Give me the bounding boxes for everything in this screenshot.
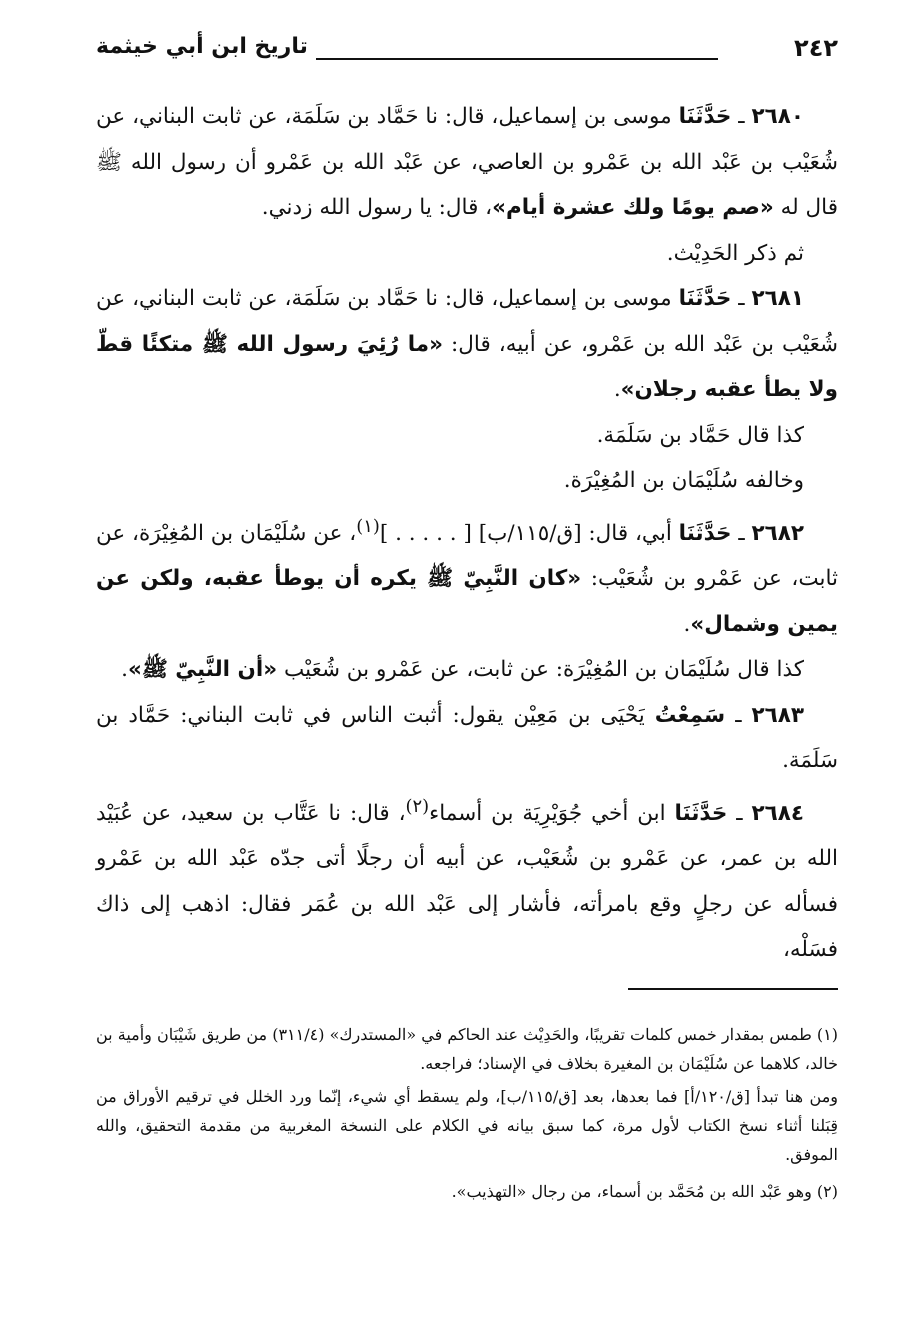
followup-note <box>96 231 838 277</box>
isnad-text: موسى بن إسماعيل، قال: نا حَمَّاد بن سَلَمَة، عن ثابت البناني، عن شُعَيْب بن عَبْد الله بن عَمْرو بن العاصي، عن عَبْد الله بن عَمْرو أن رسول الله ﷺ قال له <box>96 104 838 220</box>
footnote-ref: (١) <box>356 515 380 537</box>
hadith-quote: «ما رُئِيَ رسول الله ﷺ متكئًا قطّ ولا يطأ عقبه رجلان» <box>96 331 838 402</box>
isnad-text-cont: ، عن سُلَيْمَان بن المُغِيْرَة، عن ثابت، عن عَمْرو بن شُعَيْب: <box>96 520 838 592</box>
footnote-1-continued: ومن هنا تبدأ [ق/١٢٠/أ] فما بعدها، بعد [ق/١١٥/ب]، ولم يسقط أي شيء، إنّما ورد الخلل في ترقيم الأوراق من قِبَلنا أثناء نسخ الكتاب لأول مرة، كما سبق بيانه في الكلام على النسخة المغربية من مقدمة التحقيق، والله الموفق. <box>96 1087 838 1164</box>
note-text: وخالفه سُلَيْمَان بن المُغِيْرَة. <box>563 468 804 493</box>
footnote-2: (٢) وهو عَبْد الله بن مُحَمَّد بن أسماء، من رجال «التهذيب». <box>451 1182 838 1201</box>
footnote-1: (١) طمس بمقدار خمس كلمات تقريبًا، والحَدِيْث عند الحاكم في «المستدرك» (٣١١/٤) من طريق شَيْبَان وأمية بن خالد، كلاهما عن سُلَيْمَان بن المغيرة بخلاف في الإسناد؛ فراجعه. <box>96 1025 839 1073</box>
trailing-text: . <box>613 377 621 402</box>
isnad-text-cont: ، قال: نا عَتَّاب بن سعيد، عن عُبَيْد الله بن عمر، عن عَمْرو بن شُعَيْب، عن أبيه أن رجلًا أتى جدّه عَبْد الله بن عَمْرو فسأله عن رجلٍ وقع بامرأته، فأشار إلى عَبْد الله بن عُمَر فقال: اذهب إلى ذاك فسَلْه، <box>96 800 838 963</box>
hadith-number: ٢٦٨٤ <box>751 800 805 826</box>
narration-tag: سَمِعْتُ <box>654 702 726 728</box>
narration-tag: حَدَّثَنَا <box>678 286 732 311</box>
isnad-text: يَحْيَى بن مَعِيْن يقول: أثبت الناس في ثابت البناني: حَمَّاد بن سَلَمَة. <box>96 702 838 774</box>
page-number: ٢٤٢ <box>794 34 838 62</box>
isnad-text: أبي، قال: [ق/١١٥/ب] [ . . . . . ] <box>379 520 672 546</box>
trailing-text: . <box>121 657 128 683</box>
hadith-2680: ٢٦٨٠ ـ حَدَّثَنَا موسى بن إسماعيل، قال: نا حَمَّاد بن سَلَمَة، عن ثابت البناني، عن شُعَيْب بن عَبْد الله بن عَمْرو بن العاصي، عن عَبْد الله بن عَمْرو أن رسول الله ﷺ قال له «صم يومًا ولك عشرة أيام»، قال: يا رسول الله زدني. <box>96 104 838 220</box>
note-line <box>96 647 838 693</box>
main-text <box>96 94 838 973</box>
hadith-2684: ٢٦٨٤ ـ حَدَّثَنَا ابن أخي جُوَيْرِيَة بن أسماء$^{(٢)}$، قال: نا عَتَّاب بن سعيد، عن عُبَيْد الله بن عمر، عن عَمْرو بن شُعَيْب، عن أبيه أن رجلًا أتى جدّه عَبْد الله بن عَمْرو فسأله عن رجلٍ وقع بامرأته، فأشار إلى عَبْد الله بن عُمَر فقال: اذهب إلى ذاك فسَلْه، <box>96 795 838 963</box>
hadith-2681: ٢٦٨١ ـ حَدَّثَنَا موسى بن إسماعيل، قال: نا حَمَّاد بن سَلَمَة، عن ثابت البناني، عن شُعَيْب بن عَبْد الله بن عَمْرو، عن أبيه، قال: «ما رُئِيَ رسول الله ﷺ متكئًا قطّ ولا يطأ عقبه رجلان». <box>96 286 839 402</box>
footnote-separator <box>628 988 838 990</box>
hadith-2683: ٢٦٨٣ ـ سَمِعْتُ يَحْيَى بن مَعِيْن يقول: أثبت الناس في ثابت البناني: حَمَّاد بن سَلَمَة. <box>96 702 838 774</box>
note-line <box>96 458 838 504</box>
hadith-quote: «كان النَّبِيّ ﷺ يكره أن يوطأ عقبه، ولكن عن يمين وشمال» <box>96 566 838 637</box>
note-text: كذا قال حَمَّاد بن سَلَمَة. <box>596 422 804 448</box>
footnotes <box>96 1020 838 1214</box>
followup-text: ثم ذكر الحَدِيْث. <box>666 240 804 266</box>
header-rule <box>316 58 718 60</box>
trailing-text: . <box>683 611 691 637</box>
hadith-number: ٢٦٨٣ <box>751 702 804 728</box>
book-page <box>96 30 838 1320</box>
running-title: تاريخ ابن أبي خيثمة <box>96 34 308 59</box>
narration-tag: حَدَّثَنَا <box>678 104 732 129</box>
narration-tag: حَدَّثَنَا <box>674 800 728 826</box>
trailing-text: ، قال: يا رسول الله زدني. <box>261 195 493 220</box>
note-line <box>96 413 838 459</box>
hadith-2682: ٢٦٨٢ ـ حَدَّثَنَا أبي، قال: [ق/١١٥/ب] [ . . . . . ]$^{(١)}$، عن سُلَيْمَان بن المُغِيْرَة، عن ثابت، عن عَمْرو بن شُعَيْب: «كان النَّبِيّ ﷺ يكره أن يوطأ عقبه، ولكن عن يمين وشمال». <box>96 515 838 637</box>
footnote-ref: (٢) <box>405 795 430 817</box>
note-text: كذا قال سُلَيْمَان بن المُغِيْرَة: عن ثابت، عن عَمْرو بن شُعَيْب <box>283 657 804 683</box>
isnad-text: موسى بن إسماعيل، قال: نا حَمَّاد بن سَلَمَة، عن ثابت البناني، عن شُعَيْب بن عَبْد الله بن عَمْرو، عن أبيه، قال: <box>96 286 839 357</box>
hadith-number: ٢٦٨٠ <box>751 104 804 129</box>
page-header <box>96 30 838 74</box>
hadith-number: ٢٦٨٢ <box>751 520 804 546</box>
hadith-number: ٢٦٨١ <box>751 286 804 311</box>
narration-tag: حَدَّثَنَا <box>678 520 732 546</box>
note-quote: «أن النَّبِيّ ﷺ» <box>127 657 278 683</box>
isnad-text: ابن أخي جُوَيْرِيَة بن أسماء <box>429 800 666 826</box>
hadith-quote: «صم يومًا ولك عشرة أيام» <box>492 195 774 220</box>
